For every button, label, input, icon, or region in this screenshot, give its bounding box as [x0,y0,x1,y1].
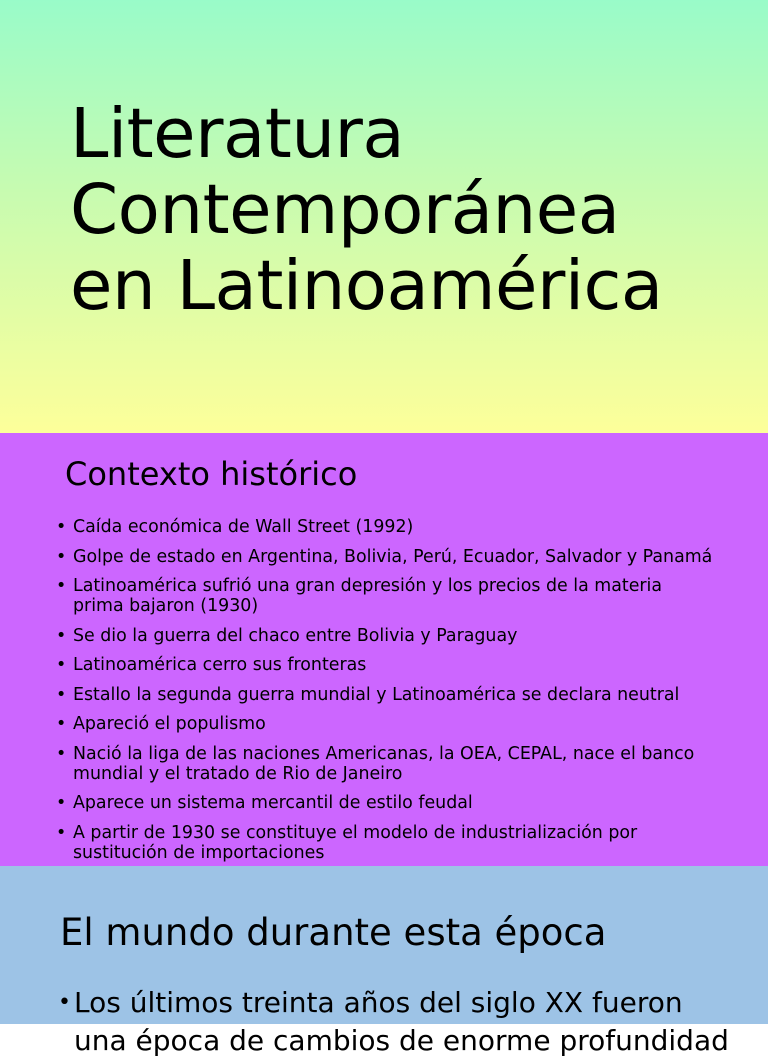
list-item [56,517,716,537]
title-slide [0,0,768,433]
list-item [58,984,738,1060]
list-item-text: Se dio la guerra del chaco entre Bolivia y Paraguay [73,625,518,646]
list-item [56,685,716,705]
bullet-icon: • [56,684,67,705]
list-item-text: A partir de 1930 se constituye el modelo de industrialización por sustitución de importaciones [73,822,638,863]
list-item [56,655,716,675]
list-item-text: Estallo la segunda guerra mundial y Latinoamérica se declara neutral [73,684,680,705]
context-bullet-list [56,517,716,872]
context-heading: Contexto histórico [65,455,358,493]
list-item-text: Nació la liga de las naciones Americanas, la OEA, CEPAL, nace el banco mundial y el tratado de Rio de Janeiro [73,743,695,784]
list-item [56,576,716,616]
bullet-icon: • [56,822,67,843]
presentation-title [70,96,663,324]
list-item-text: Caída económica de Wall Street (1992) [73,517,414,537]
list-item-text: Apareció el populismo [73,714,266,734]
list-item-text: Aparece un sistema mercantil de estilo feudal [73,793,473,813]
world-bullet-list [58,984,738,1060]
list-item-text: Latinoamérica cerro sus fronteras [73,655,367,675]
list-item [56,793,716,813]
bullet-icon: • [56,655,67,675]
title-line-3: en Latinoamérica [70,246,663,326]
title-line-2: Contemporánea [70,170,620,250]
bullet-icon: • [56,714,67,734]
list-item [56,626,716,646]
bullet-icon: • [56,517,67,537]
list-item-text: Latinoamérica sufrió una gran depresión y los precios de la materia prima bajaron (1930) [73,576,663,616]
list-item [56,744,716,784]
bullet-icon: • [58,990,71,1015]
world-slide [0,866,768,1057]
world-heading: El mundo durante esta época [60,911,607,954]
bullet-icon: • [56,625,67,646]
context-slide [0,433,768,866]
title-line-1: Literatura [70,94,405,174]
list-item-text: Golpe de estado en Argentina, Bolivia, Perú, Ecuador, Salvador y Panamá [73,546,713,567]
bullet-icon: • [56,576,67,596]
bullet-icon: • [56,546,67,567]
bullet-icon: • [56,793,67,813]
list-item [56,823,716,863]
list-item [56,714,716,734]
list-item-text: Los últimos treinta años del siglo XX fueron una época de cambios de enorme profundidad [74,986,729,1057]
bullet-icon: • [56,743,67,764]
list-item [56,547,716,567]
